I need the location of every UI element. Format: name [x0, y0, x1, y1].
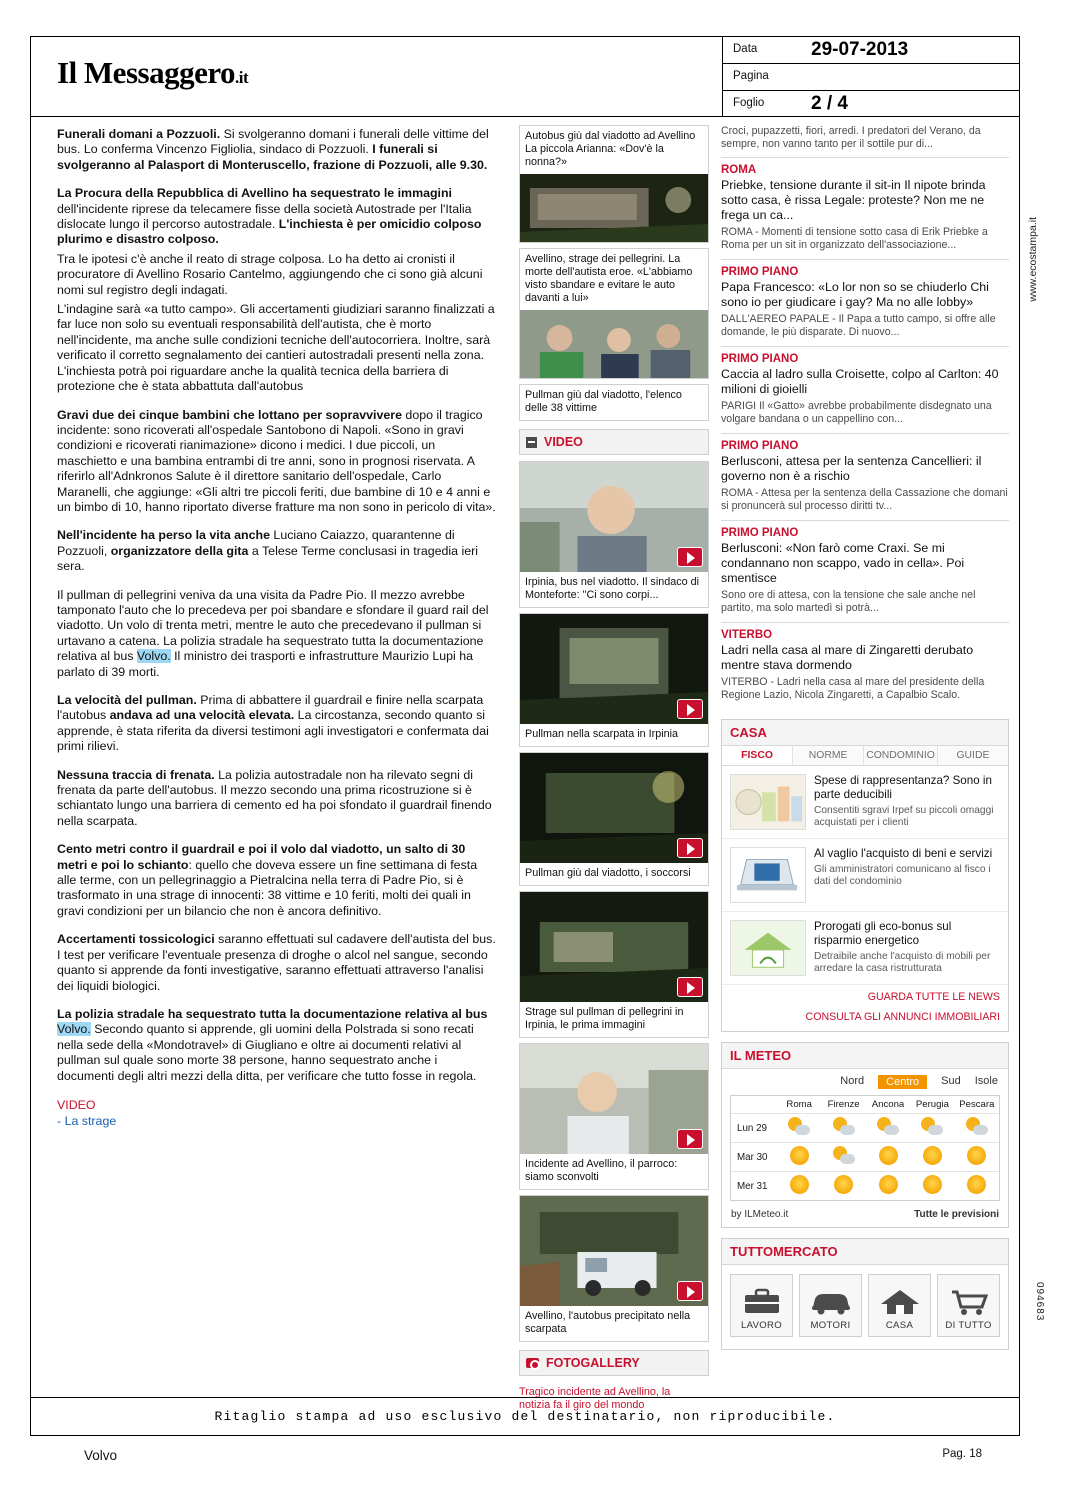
crowd-photo [520, 310, 708, 378]
news-kicker: PRIMO PIANO [721, 266, 799, 278]
video-card[interactable] [519, 1043, 709, 1190]
gifts-photo [730, 774, 806, 830]
news-item[interactable] [721, 260, 1009, 347]
meta-value-foglio: 2 / 4 [811, 93, 848, 114]
meteo-footer [722, 1207, 1008, 1227]
news-item[interactable] [721, 521, 1009, 623]
news-kicker: VITERBO [721, 629, 773, 641]
paragraph-text: Tra le ipotesi c'è anche il reato di strage colposa. Lo ha detto ai cronisti il procuratore di Avellino Rosario Cantelmo, aggiungendo che ci sono già alcuni nomi sul registro degli indagati. [57, 251, 483, 297]
article-paragraph [57, 768, 497, 830]
weather-sun-icon [777, 1172, 821, 1200]
paragraph-lead: La Procura della Repubblica di Avellino ha sequestrato le immagini [57, 186, 452, 201]
video-card[interactable] [519, 752, 709, 886]
tab-condominio[interactable]: CONDOMINIO [864, 746, 938, 765]
meta-label-pagina: Pagina [733, 70, 769, 82]
meteo-city-pescara: Pescara [959, 1099, 995, 1110]
casa-row[interactable] [722, 912, 1008, 985]
link-consulta-annunci-immobiliari[interactable]: CONSULTA GLI ANNUNCI IMMOBILIARI [805, 1011, 1000, 1023]
meteo-credit: by ILMeteo.it [731, 1209, 789, 1220]
meteo-zone-isole[interactable]: Isole [974, 1075, 998, 1087]
casa-row-title[interactable]: Al vaglio l'acquisto di beni e servizi [814, 847, 993, 860]
meta-row-pagina [723, 64, 1020, 91]
news-deck: ROMA - Attesa per la sentenza della Cassazione che domani si pronuncerà sul processo diritti tv... [721, 487, 1008, 512]
gallery-caption[interactable]: Tragico incidente ad Avellino, la notizia fa il giro del mondo [519, 1386, 671, 1411]
paragraph-lead: Nessuna traccia di frenata. [57, 767, 215, 782]
meteo-day: Mer 31 [737, 1180, 768, 1192]
article-paragraph [57, 932, 497, 994]
source-url: www.ecostampa.it [1027, 217, 1039, 302]
meta-row-data [723, 37, 1020, 64]
meteo-day: Lun 29 [737, 1122, 767, 1134]
play-icon[interactable] [677, 1129, 703, 1149]
video-section-icon [526, 437, 537, 448]
meteo-row [731, 1113, 999, 1142]
weather-sun-icon [910, 1143, 954, 1171]
news-deck: VITERBO - Ladri nella casa al mare del presidente della Regione Lazio, Nicola Zingaretti, a Capalbio Scalo. [721, 676, 985, 701]
highlighted-keyword: Volvo. [136, 649, 171, 664]
media-card[interactable] [519, 125, 709, 243]
weather-sun-icon [955, 1172, 999, 1200]
media-column [519, 125, 709, 1417]
news-kicker: ROMA [721, 164, 757, 176]
clipping-metadata-box [722, 36, 1020, 117]
paragraph-lead: La polizia stradale ha sequestrato tutta la documentazione relativa al bus [57, 1006, 488, 1021]
tab-norme[interactable]: NORME [793, 746, 864, 765]
video-caption: Incidente ad Avellino, il parroco: siamo sconvolti [525, 1158, 678, 1183]
casa-row-deck: Gli amministratori comunicano al fisco i dati del condominio [814, 864, 991, 888]
weather-sun-icon [866, 1172, 910, 1200]
news-deck: PARIGI Il «Gatto» avrebbe probabilmente disdegnato una volgare bandana o un cappellino con... [721, 400, 992, 425]
masthead-title: Il Messaggero [57, 55, 236, 90]
tuttomercato-title: TUTTOMERCATO [722, 1239, 1008, 1265]
news-column [721, 125, 1009, 1350]
article-paragraph [57, 186, 497, 248]
paragraph-lead: La velocità del pullman. [57, 693, 197, 707]
meteo-zone-centro[interactable]: Centro [878, 1075, 927, 1089]
news-deck-first: Croci, pupazzetti, fiori, arredi. I predatori del Verano, da sempre, non vanno tanto per il sottile pur di... [721, 125, 1009, 158]
article-paragraph [57, 252, 497, 298]
paragraph-text: Si svolgeranno domani i funerali delle vittime del bus. Lo conferma Vincenzo Figliolia, sindaco di Pozzuoli. [57, 127, 489, 157]
article-video-block [57, 1097, 497, 1129]
paragraph-text: : quello che doveva essere un fine settimana di festa alle terme, con un pellegrinaggio a Pietralcina nella terra di Padre Pio, si è trasformato in una strage di innocenti: 38 vittime e 10 feriti, molti dei quali in gravi condizioni per un bilancio che non è ancora definitivo. [57, 857, 478, 918]
document-page [30, 36, 1045, 1436]
meteo-city-ancona: Ancona [871, 1099, 905, 1110]
article-paragraph [57, 1007, 497, 1084]
media-card[interactable] [519, 384, 709, 421]
meta-value-data: 29-07-2013 [811, 39, 909, 60]
weather-sun-cloud-icon [955, 1114, 999, 1142]
casa-row-deck: Consentiti sgravi Irpef su piccoli omaggi acquistati per i clienti [814, 805, 994, 829]
news-title[interactable]: Caccia al ladro sulla Croisette, colpo al Carlton: 40 milioni di gioielli [721, 367, 999, 396]
tuttomercato-cell-lavoro[interactable] [730, 1274, 793, 1337]
eco-house-photo [730, 920, 806, 976]
tuttomercato-label: MOTORI [810, 1320, 851, 1331]
news-kicker: PRIMO PIANO [721, 353, 799, 365]
article-paragraph [57, 127, 497, 173]
news-title[interactable]: Ladri nella casa al mare di Zingaretti derubato mentre stava dormendo [721, 643, 974, 672]
weather-sun-icon [821, 1172, 865, 1200]
media-card[interactable] [519, 248, 709, 379]
paragraph-lead: Accertamenti tossicologici [57, 932, 215, 947]
video-caption: Pullman giù dal viadotto, i soccorsi [525, 867, 691, 879]
video-caption: Avellino, l'autobus precipitato nella scarpata [525, 1310, 691, 1335]
news-kicker: PRIMO PIANO [721, 527, 799, 539]
paragraph-bold-tail: organizzatore della gita [110, 543, 249, 558]
video-card[interactable] [519, 613, 709, 747]
highlighted-keyword: Volvo. [57, 1022, 91, 1037]
link-tutte-le-previsioni[interactable]: Tutte le previsioni [914, 1209, 999, 1220]
clipping-notice: Ritaglio stampa ad uso esclusivo del destinatario, non riproducibile. [31, 1397, 1019, 1435]
meteo-zone-sud[interactable]: Sud [941, 1075, 961, 1087]
tab-guide[interactable]: GUIDE [956, 750, 990, 761]
weather-sun-cloud-icon [821, 1143, 865, 1171]
video-card[interactable] [519, 461, 709, 608]
video-section-header[interactable] [519, 429, 709, 455]
paragraph-text: dopo il tragico incidente: sono ricoverati all'ospedale Santobono di Napoli. «Sono in gravi condizioni e ricoverati rianimazione» dicono i medici. I due piccoli, un maschietto e una bambina entrambi di tre anni, sono in prognosi riservata. A riferirlo all'Adnkronos Salute è il direttore sanitario dell'ospedale, Carlo Maranelli, che aggiunge: «Gli altri tre piccoli feriti, due bambine di 10 e 4 anni e un bimbo di 10, hanno riportato diverse fratture ma non sono in pericolo di vita». [57, 407, 496, 514]
paragraph-bold-tail: I funerali si svolgeranno al Palasport di Monteruscello, frazione di Pozzuoli, alle 9.30. [57, 142, 488, 172]
crash-photo-night [520, 174, 708, 242]
meteo-city-firenze: Firenze [827, 1099, 860, 1110]
paragraph-lead: Cento metri contro il guardrail e poi il volo dal viadotto, un salto di 30 metri e poi lo schianto [57, 842, 466, 872]
tuttomercato-grid [722, 1265, 1008, 1349]
news-deck: DALL'AEREO PAPALE - Il Papa a tutto campo, si offre alle domande, le più disparate. Di nuovo... [721, 313, 996, 338]
casa-row[interactable] [722, 766, 1008, 839]
paragraph-text-2: Secondo quanto si apprende, gli uomini della Polstrada si sono recati nella sede della «Mondotravel» di Giugliano e oltre ai documenti relativi al pullman sul quale sono morte 38 persone, hanno sequestrato anche i documenti degli altri mezzi della ditta, per verificare che tutto fosse in regola. [57, 1022, 477, 1083]
gallery-section-header[interactable] [519, 1350, 709, 1376]
meteo-table-header [731, 1096, 999, 1113]
tuttomercato-cell-casa[interactable] [868, 1274, 931, 1337]
paragraph-text: Prima di abbattere il guardrail e finire nella scarpata l'autobus [57, 693, 484, 723]
tuttomercato-label: CASA [885, 1320, 914, 1331]
tuttomercato-cell-di-tutto[interactable] [937, 1274, 1000, 1337]
casa-row[interactable] [722, 839, 1008, 912]
clipping-code: 094683 [1034, 1281, 1045, 1321]
paragraph-lead: Funerali domani a Pozzuoli. [57, 127, 221, 141]
paragraph-text: L'indagine sarà «a tutto campo». Gli accertamenti giudiziari saranno finalizzati a far luce non solo su eventuali responsabilità dell'autista, che è morto nell'incidente, ma anche sulle condizioni tecniche dell'autocorriera. Inoltre, sarà verificato il corretto segnalamento dei cantieri autostradali presenti nella zona. L'inchiesta potrà poi riguardare anche la qualità tecnica della barriera di protezione che è stata abbattuta dall'autobus [57, 302, 495, 394]
weather-sun-icon [866, 1143, 910, 1171]
weather-sun-icon [955, 1143, 999, 1171]
meta-label-foglio: Foglio [733, 97, 765, 109]
article-paragraph [57, 588, 497, 680]
news-title[interactable]: Berlusconi: «Non farò come Craxi. Se mi condannano non scappo, vado in cella». Poi smentisce [721, 541, 965, 585]
footer-keyword: Volvo [84, 1448, 118, 1463]
news-item[interactable] [721, 347, 1009, 434]
news-deck: ROMA - Momenti di tensione sotto casa di Erik Priebke a Roma per un sit in organizzato dell'associazione... [721, 226, 988, 251]
casa-row-deck: Detraibile anche l'acquisto di mobili per arredare la casa ristrutturata [814, 951, 991, 975]
article-paragraph [57, 408, 497, 516]
paragraph-text: saranno effettuati sul cadavere dell'autista del bus. I test per verificare l'eventuale presenza di droghe o alcol nel sangue, secondo quanto si apprende da fonti investigative, saranno effettuati attraverso l'analisi dei liquidi biologici. [57, 932, 496, 993]
video-card[interactable] [519, 1195, 709, 1342]
casa-panel-title: CASA [722, 720, 1008, 746]
weather-sun-cloud-icon [866, 1114, 910, 1142]
tuttomercato-label: LAVORO [740, 1320, 783, 1331]
video-caption: Irpinia, bus nel viadotto. Il sindaco di Monteforte: "Ci sono corpi... [525, 576, 700, 601]
link-guarda-tutte-le-news[interactable]: GUARDA TUTTE LE NEWS [867, 991, 1000, 1003]
paragraph-text-2: a Telese Terme conclusasi in tragedia ieri sera. [57, 543, 479, 574]
paragraph-bold-tail: L'inchiesta è per omicidio colposo plurimo e disastro colposo. [57, 217, 482, 247]
laptop-photo [730, 847, 806, 903]
page-header [31, 37, 1019, 117]
meteo-city-perugia: Perugia [915, 1099, 949, 1110]
meteo-table [730, 1095, 1000, 1201]
paragraph-lead: Nell'incidente ha perso la vita anche [57, 528, 270, 543]
camera-icon [526, 1358, 539, 1368]
play-icon[interactable] [677, 1281, 703, 1301]
media-caption: Pullman giù dal viadotto, l'elenco delle 38 vittime [525, 389, 682, 414]
meteo-zone-nord[interactable]: Nord [840, 1075, 865, 1087]
news-title[interactable]: Papa Francesco: «Lo lor non so se chiuderlo Chi sono io per giudicare i gay? Ma no alle lobby» [721, 280, 989, 309]
news-item[interactable] [721, 434, 1009, 521]
meteo-panel [721, 1042, 1009, 1228]
news-item[interactable] [721, 158, 1009, 260]
weather-sun-icon [910, 1172, 954, 1200]
meteo-day: Mar 30 [737, 1151, 768, 1163]
paragraph-text: dell'incidente riprese da telecamere fisse della società Autostrade per l'Italia dislocate lungo il percorso autostradale. [57, 201, 472, 232]
video-card[interactable] [519, 891, 709, 1038]
article-paragraph [57, 528, 497, 574]
article-paragraph [57, 693, 497, 755]
news-kicker: PRIMO PIANO [721, 440, 799, 452]
article-paragraph [57, 302, 497, 394]
meteo-zone-tabs [722, 1069, 1008, 1091]
play-icon[interactable] [677, 699, 703, 719]
article-paragraph [57, 842, 497, 919]
paragraph-text: La polizia autostradale non ha rilevato segni di frenata da parte dell'autobus. Il mezzo secondo una prima ricostruzione si è schiantato lungo una barriera di cemento ed ha poi sfondato il guardrail finendo nella scarpata. [57, 767, 492, 828]
play-icon[interactable] [677, 977, 703, 997]
media-caption: Avellino, strage dei pellegrini. La morte dell'autista eroe. «L'abbiamo visto sbandare e evitare le auto davanti a lui» [525, 253, 693, 304]
paragraph-text-2: Il ministro dei trasporti e infrastrutture Maurizio Lupi ha parlato di 39 morti. [57, 649, 473, 679]
meta-label-data: Data [733, 43, 758, 55]
tuttomercato-panel [721, 1238, 1009, 1350]
briefcase-icon [731, 1282, 792, 1320]
play-icon[interactable] [677, 838, 703, 858]
news-deck: Sono ore di attesa, con la tensione che sale anche nel partito, ma solo martedì si potrà... [721, 589, 976, 614]
car-icon [800, 1282, 861, 1320]
meta-row-foglio [723, 91, 1020, 118]
video-caption: Strage sul pullman di pellegrini in Irpinia, le prima immagini [525, 1006, 684, 1031]
media-caption: Autobus giù dal viadotto ad Avellino La piccola Arianna: «Dov'è la nonna?» [525, 130, 696, 168]
tuttomercato-label: DI TUTTO [945, 1320, 992, 1331]
paragraph-text-2: La circostanza, secondo quanto si apprende, è stata riferita da diversi testimoni agli investigatori e confermata dai primi rilievi. [57, 708, 489, 754]
casa-row-title[interactable]: Prorogati gli eco-bonus sul risparmio energetico [814, 920, 952, 947]
meteo-corner [731, 1102, 777, 1108]
meteo-row [731, 1142, 999, 1171]
news-title[interactable]: Priebke, tensione durante il sit-in Il nipote brinda sotto casa, è rissa Legale: proteste? Non me ne frega un ca... [721, 178, 986, 222]
video-caption: Pullman nella scarpata in Irpinia [525, 728, 679, 740]
meteo-row [731, 1171, 999, 1200]
news-title[interactable]: Berlusconi, attesa per la sentenza Cancellieri: il governo non è a rischio [721, 454, 982, 483]
house-icon [869, 1282, 930, 1320]
weather-sun-icon [777, 1143, 821, 1171]
gallery-section-label: FOTOGALLERY [546, 1356, 640, 1370]
cart-icon [938, 1282, 999, 1320]
footer-page-number: Pag. 18 [942, 1448, 982, 1460]
paragraph-bold-tail: andava ad una velocità elevata. [109, 708, 295, 723]
play-icon[interactable] [677, 547, 703, 567]
tab-fisco[interactable]: FISCO [722, 746, 793, 765]
weather-sun-cloud-icon [910, 1114, 954, 1142]
paragraph-text: Luciano Caiazzo, quarantenne di Pozzuoli, [57, 528, 455, 558]
casa-tabs [722, 746, 1008, 766]
video-label: VIDEO [57, 1097, 96, 1112]
masthead-logo [57, 55, 248, 91]
weather-sun-cloud-icon [821, 1114, 865, 1142]
tuttomercato-cell-motori[interactable] [799, 1274, 862, 1337]
masthead-suffix: .it [235, 68, 249, 87]
news-item[interactable] [721, 623, 1009, 709]
paragraph-lead: Gravi due dei cinque bambini che lottano per sopravvivere [57, 407, 402, 422]
video-section-label: VIDEO [544, 435, 583, 449]
video-link-la-strage[interactable]: - La strage [57, 1113, 117, 1128]
meteo-panel-title: IL METEO [722, 1043, 1008, 1069]
casa-row-title[interactable]: Spese di rappresentanza? Sono in parte deducibili [814, 774, 992, 801]
meteo-city-roma: Roma [786, 1099, 812, 1110]
weather-sun-cloud-icon [777, 1114, 821, 1142]
article-column [57, 127, 497, 1129]
page-content [31, 117, 1045, 1411]
paragraph-text: Il pullman di pellegrini veniva da una visita da Padre Pio. Il mezzo avrebbe tamponato l'auto che lo precedeva per poi sbandare e sfondare il guard rail del viadotto. Un volo di trenta metri, mentre le auto che precedevano il pullman si urtavano a catena. La polizia stradale ha sequestrato tutta la documentazione relativa al bus [57, 587, 489, 664]
casa-panel [721, 719, 1009, 1032]
